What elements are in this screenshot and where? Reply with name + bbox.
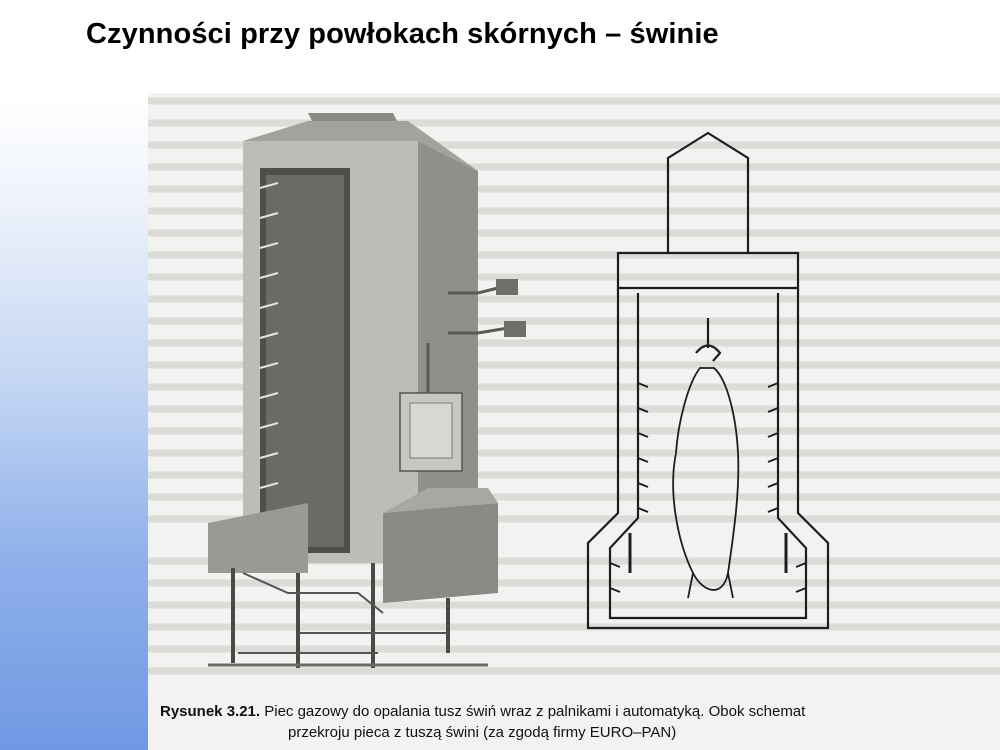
- figure-label: Rysunek 3.21.: [160, 703, 261, 720]
- furnace-cross-section-diagram: [588, 133, 828, 628]
- caption-line-2: przekroju pieca z tuszą świni (za zgodą firmy EURO–PAN): [288, 724, 677, 741]
- caption-line-1: Piec gazowy do opalania tusz świń wraz z palnikami i automatyką. Obok schemat: [264, 703, 806, 720]
- furnace-figure-image: [148, 93, 1000, 750]
- figure-caption: [160, 701, 860, 743]
- slide-title: Czynności przy powłokach skórnych – świnie: [86, 18, 719, 50]
- scanned-book-page: [148, 93, 1000, 750]
